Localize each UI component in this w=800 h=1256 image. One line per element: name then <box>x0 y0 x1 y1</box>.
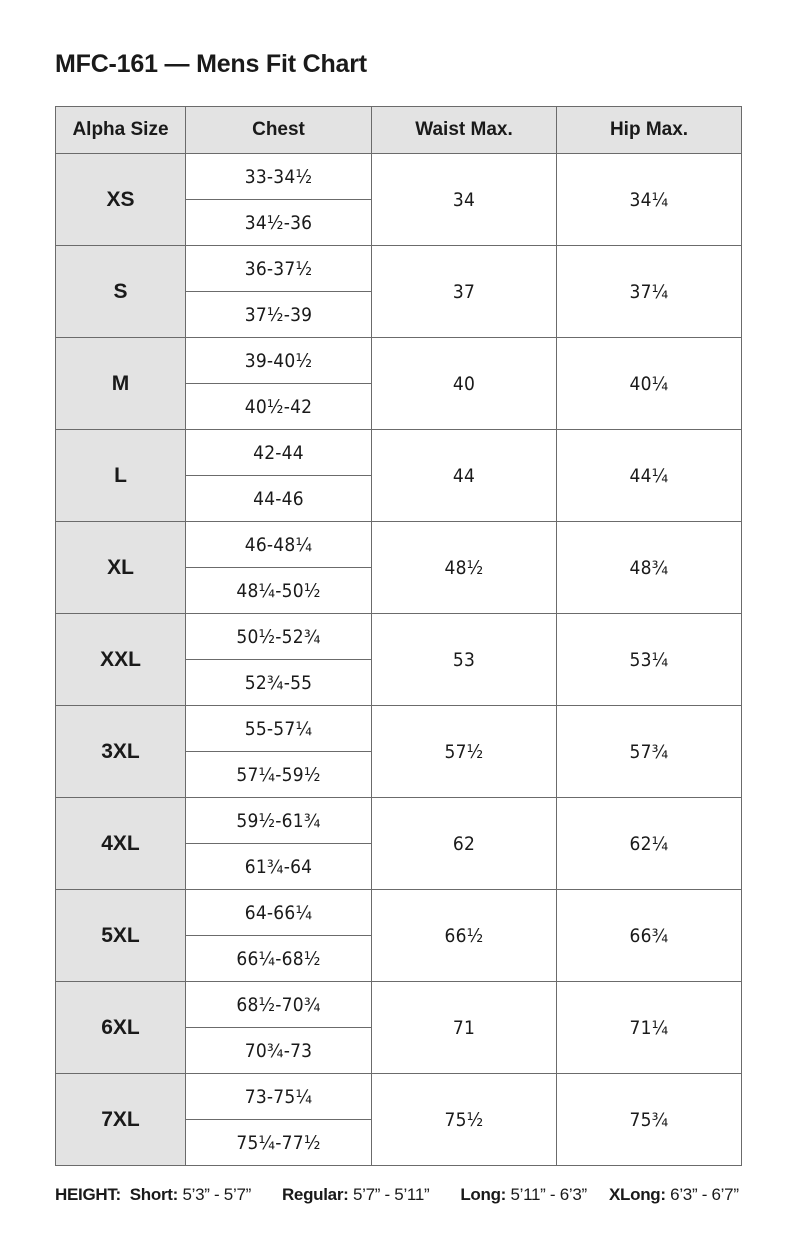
waist-max-cell: 66½ <box>372 890 557 982</box>
table-row <box>56 614 742 660</box>
fit-chart-table <box>55 106 742 1166</box>
chest-cell: 50½-52¾ <box>186 614 372 660</box>
hip-max-cell: 48¾ <box>557 522 742 614</box>
table-row <box>56 522 742 568</box>
height-xlong-value: 6’3” - 6’7” <box>670 1185 739 1204</box>
alpha-size-cell: S <box>56 246 186 338</box>
height-short-label: Short: <box>129 1185 179 1204</box>
height-short <box>130 1185 251 1205</box>
height-regular <box>282 1185 429 1205</box>
table-row <box>56 1074 742 1120</box>
chest-cell: 70¾-73 <box>186 1028 372 1074</box>
chest-cell: 40½-42 <box>186 384 372 430</box>
hip-max-cell: 71¼ <box>557 982 742 1074</box>
hip-max-cell: 57¾ <box>557 706 742 798</box>
hip-max-cell: 66¾ <box>557 890 742 982</box>
chest-cell: 57¼-59½ <box>186 752 372 798</box>
alpha-size-cell: XL <box>56 522 186 614</box>
height-long-value: 5’11” - 6’3” <box>510 1185 587 1204</box>
waist-max-cell: 53 <box>372 614 557 706</box>
table-row <box>56 982 742 1028</box>
chest-cell: 59½-61¾ <box>186 798 372 844</box>
chest-cell: 52¾-55 <box>186 660 372 706</box>
chest-cell: 42-44 <box>186 430 372 476</box>
chest-cell: 61¾-64 <box>186 844 372 890</box>
table-row <box>56 430 742 476</box>
height-xlong <box>609 1185 739 1205</box>
alpha-size-cell: 7XL <box>56 1074 186 1166</box>
chest-cell: 48¼-50½ <box>186 568 372 614</box>
alpha-size-cell: XS <box>56 154 186 246</box>
waist-max-cell: 34 <box>372 154 557 246</box>
height-regular-label: Regular: <box>281 1185 349 1204</box>
chest-cell: 34½-36 <box>186 200 372 246</box>
hip-max-cell: 75¾ <box>557 1074 742 1166</box>
header-alpha-size: Alpha Size <box>56 107 186 154</box>
chest-cell: 55-57¼ <box>186 706 372 752</box>
alpha-size-cell: 5XL <box>56 890 186 982</box>
chest-cell: 39-40½ <box>186 338 372 384</box>
page-title: MFC-161 — Mens Fit Chart <box>55 50 367 78</box>
chest-cell: 66¼-68½ <box>186 936 372 982</box>
waist-max-cell: 40 <box>372 338 557 430</box>
table-row <box>56 890 742 936</box>
chest-cell: 44-46 <box>186 476 372 522</box>
height-short-value: 5’3” - 5’7” <box>182 1185 251 1204</box>
waist-max-cell: 37 <box>372 246 557 338</box>
height-long-label: Long: <box>460 1185 507 1204</box>
hip-max-cell: 53¼ <box>557 614 742 706</box>
chest-cell: 37½-39 <box>186 292 372 338</box>
alpha-size-cell: L <box>56 430 186 522</box>
header-waist-max: Waist Max. <box>372 107 557 154</box>
table-row <box>56 706 742 752</box>
height-legend <box>55 1185 739 1205</box>
chest-cell: 33-34½ <box>186 154 372 200</box>
waist-max-cell: 57½ <box>372 706 557 798</box>
chest-cell: 75¼-77½ <box>186 1120 372 1166</box>
waist-max-cell: 71 <box>372 982 557 1074</box>
chest-cell: 64-66¼ <box>186 890 372 936</box>
header-hip-max: Hip Max. <box>557 107 742 154</box>
hip-max-cell: 34¼ <box>557 154 742 246</box>
waist-max-cell: 62 <box>372 798 557 890</box>
waist-max-cell: 75½ <box>372 1074 557 1166</box>
alpha-size-cell: 3XL <box>56 706 186 798</box>
table-row <box>56 246 742 292</box>
chest-cell: 68½-70¾ <box>186 982 372 1028</box>
chest-cell: 73-75¼ <box>186 1074 372 1120</box>
hip-max-cell: 37¼ <box>557 246 742 338</box>
header-chest: Chest <box>186 107 372 154</box>
hip-max-cell: 40¼ <box>557 338 742 430</box>
chest-cell: 46-48¼ <box>186 522 372 568</box>
waist-max-cell: 44 <box>372 430 557 522</box>
alpha-size-cell: 4XL <box>56 798 186 890</box>
table-row <box>56 798 742 844</box>
height-long <box>460 1185 587 1205</box>
chest-cell: 36-37½ <box>186 246 372 292</box>
height-xlong-label: XLong: <box>608 1185 666 1204</box>
table-row <box>56 154 742 200</box>
height-label: HEIGHT: <box>55 1185 121 1204</box>
hip-max-cell: 44¼ <box>557 430 742 522</box>
alpha-size-cell: XXL <box>56 614 186 706</box>
alpha-size-cell: 6XL <box>56 982 186 1074</box>
table-row <box>56 338 742 384</box>
hip-max-cell: 62¼ <box>557 798 742 890</box>
table-header-row <box>56 107 742 154</box>
alpha-size-cell: M <box>56 338 186 430</box>
height-regular-value: 5’7” - 5’11” <box>352 1185 430 1204</box>
waist-max-cell: 48½ <box>372 522 557 614</box>
